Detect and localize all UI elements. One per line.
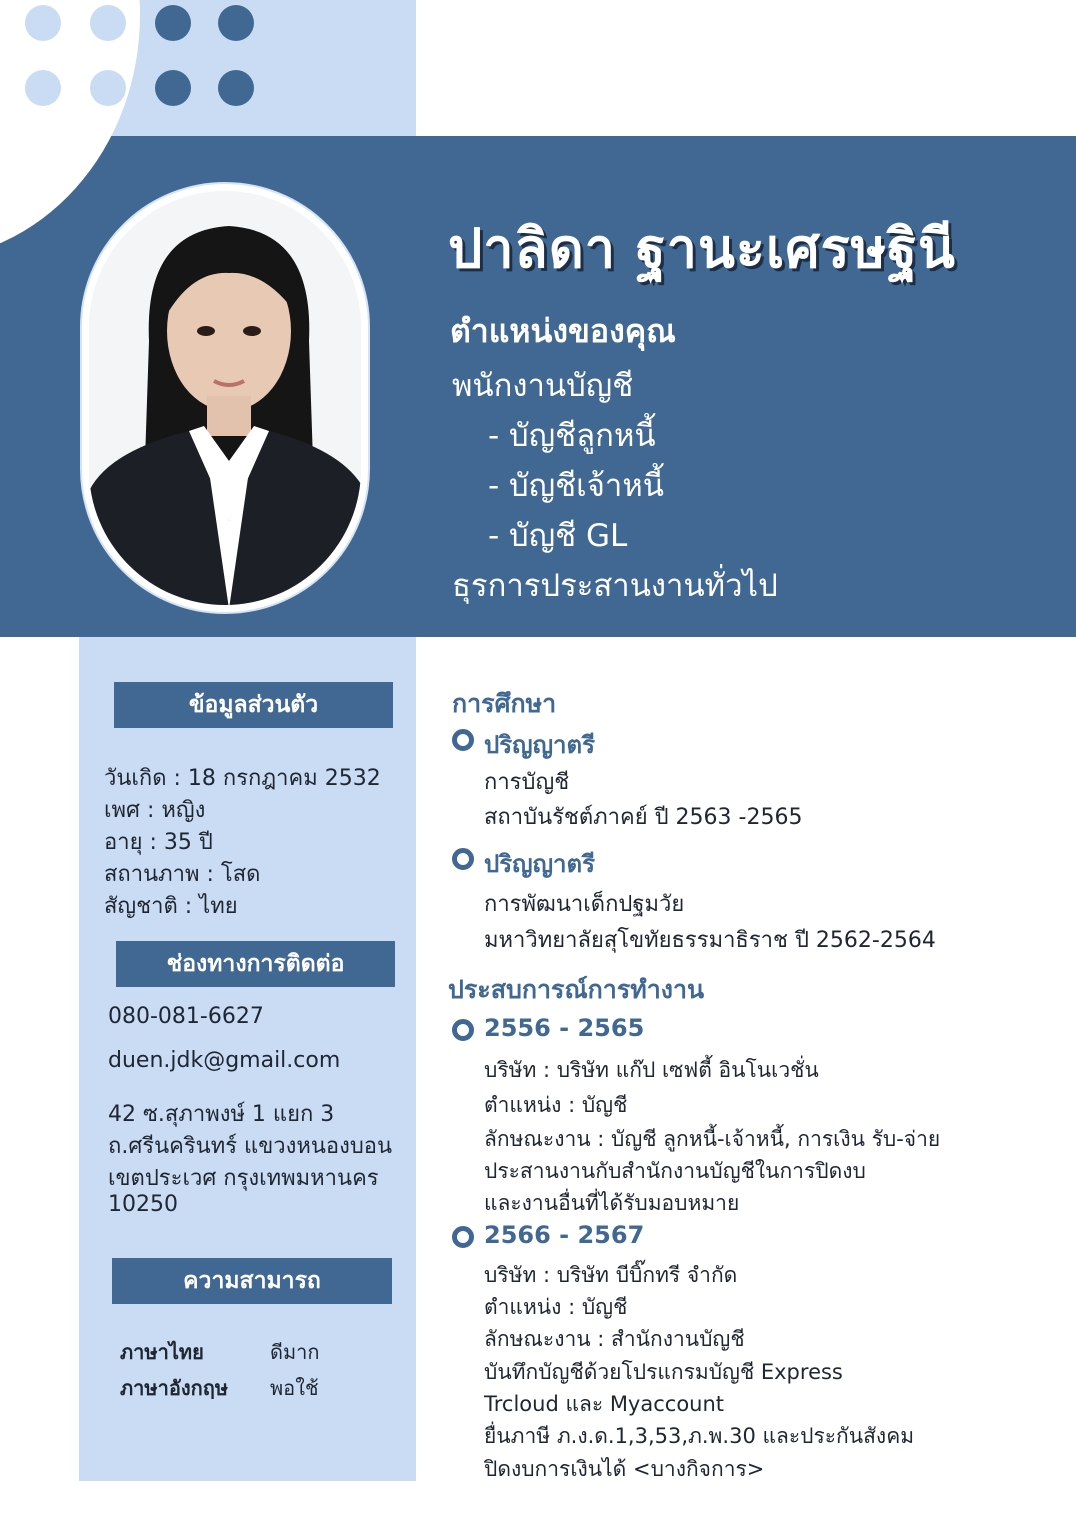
experience-detail: ตำแหน่ง : บัญชี xyxy=(484,1295,628,1319)
profile-photo xyxy=(89,191,361,605)
education-school: สถาบันรัชต์ภาคย์ ปี 2563 -2565 xyxy=(484,805,803,830)
bullet-icon xyxy=(452,1226,474,1248)
age: อายุ : 35 ปี xyxy=(104,830,213,855)
decorative-dot xyxy=(90,70,126,106)
gender: เพศ : หญิง xyxy=(104,798,206,823)
experience-detail: ประสานงานกับสำนักงานบัญชีในการปิดงบ xyxy=(484,1159,866,1183)
decorative-dot xyxy=(90,5,126,41)
experience-period: 2566 - 2567 xyxy=(484,1221,645,1249)
decorative-dot xyxy=(155,5,191,41)
nationality: สัญชาติ : ไทย xyxy=(104,894,238,919)
skill-name: ภาษาไทย xyxy=(120,1340,204,1364)
skill-level: ดีมาก xyxy=(270,1340,320,1364)
skill-row xyxy=(120,1336,320,1368)
decorative-dot xyxy=(25,5,61,41)
decorative-dot xyxy=(155,70,191,106)
skill-level: พอใช้ xyxy=(270,1376,319,1400)
address-line: เขตประเวศ กรุงเทพมหานคร xyxy=(108,1166,379,1191)
education-school: มหาวิทยาลัยสุโขทัยธรรมาธิราช ปี 2562-2564 xyxy=(484,928,936,953)
education-degree: ปริญญาตรี xyxy=(484,850,595,878)
phone-number[interactable]: 080-081-6627 xyxy=(108,1004,264,1029)
education-degree: ปริญญาตรี xyxy=(484,731,595,759)
bullet-icon xyxy=(452,848,474,870)
experience-detail: บริษัท : บริษัท บีบิ๊กทรี จำกัด xyxy=(484,1263,738,1287)
experience-detail: ตำแหน่ง : บัญชี xyxy=(484,1093,628,1117)
experience-detail: ปิดงบการเงินได้ <บางกิจการ> xyxy=(484,1457,765,1481)
experience-detail: ลักษณะงาน : บัญชี ลูกหนี้-เจ้าหนี้, การเงิน รับ-จ่าย xyxy=(484,1127,941,1151)
position-line: - บัญชีเจ้าหนี้ xyxy=(488,468,664,504)
experience-detail: บริษัท : บริษัท แก๊ป เซฟตี้ อินโนเวชั่น xyxy=(484,1058,819,1082)
person-silhouette-icon xyxy=(89,191,361,605)
position-line: - บัญชีลูกหนี้ xyxy=(488,418,656,454)
position-line: พนักงานบัญชี xyxy=(452,368,634,404)
address-line: ถ.ศรีนครินทร์ แขวงหนองบอน xyxy=(108,1134,393,1159)
personal-info-heading: ข้อมูลส่วนตัว xyxy=(114,682,393,728)
address-line: 10250 xyxy=(108,1192,178,1217)
education-field: การพัฒนาเด็กปฐมวัย xyxy=(484,892,685,917)
experience-detail: Trcloud และ Myaccount xyxy=(484,1392,725,1416)
education-field: การบัญชี xyxy=(484,770,570,795)
experience-detail: ยื่นภาษี ภ.ง.ด.1,3,53,ภ.พ.30 และประกันสังคม xyxy=(484,1424,915,1448)
experience-detail: บันทึกบัญชีด้วยโปรแกรมบัญชี Express xyxy=(484,1360,843,1384)
skill-name: ภาษาอังกฤษ xyxy=(120,1376,229,1400)
birthdate: วันเกิด : 18 กรกฎาคม 2532 xyxy=(104,766,381,791)
experience-detail: และงานอื่นที่ได้รับมอบหมาย xyxy=(484,1191,740,1215)
skills-heading: ความสามารถ xyxy=(112,1258,392,1304)
decorative-dot xyxy=(218,70,254,106)
address-line: 42 ซ.สุภาพงษ์ 1 แยก 3 xyxy=(108,1102,335,1127)
experience-title: ประสบการณ์การทำงาน xyxy=(448,975,705,1004)
person-name: ปาลิดา ฐานะเศรษฐินี xyxy=(448,217,956,280)
decorative-dot xyxy=(218,5,254,41)
position-line: ธุรการประสานงานทั่วไป xyxy=(452,568,778,604)
marital-status: สถานภาพ : โสด xyxy=(104,862,261,887)
contact-heading: ช่องทางการติดต่อ xyxy=(116,941,395,987)
position-line: - บัญชี GL xyxy=(488,518,628,554)
position-heading: ตำแหน่งของคุณ xyxy=(450,312,676,350)
profile-photo-frame xyxy=(80,182,370,614)
education-title: การศึกษา xyxy=(452,689,557,718)
bullet-icon xyxy=(452,1019,474,1041)
experience-period: 2556 - 2565 xyxy=(484,1014,645,1042)
decorative-dot xyxy=(25,70,61,106)
experience-detail: ลักษณะงาน : สำนักงานบัญชี xyxy=(484,1327,745,1351)
email-address[interactable]: duen.jdk@gmail.com xyxy=(108,1048,341,1073)
skill-row xyxy=(120,1372,319,1404)
bullet-icon xyxy=(452,729,474,751)
